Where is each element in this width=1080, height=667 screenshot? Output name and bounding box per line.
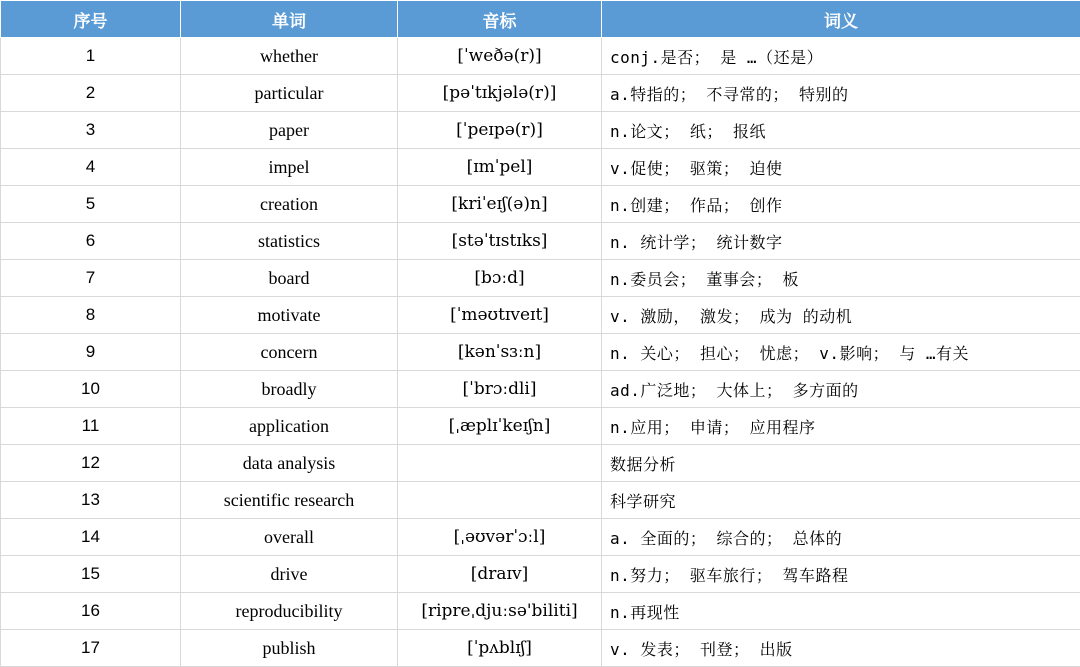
table-row [1, 371, 1080, 408]
row-phonetic: [ˈpeɪpə(r)] [398, 112, 602, 149]
row-index: 2 [1, 75, 181, 112]
row-word: paper [181, 112, 398, 149]
row-word: reproducibility [181, 593, 398, 630]
table-row [1, 112, 1080, 149]
row-meaning: v.促使； 驱策； 迫使 [602, 149, 1080, 186]
row-phonetic: [kənˈsɜːn] [398, 334, 602, 371]
row-meaning: n.论文； 纸； 报纸 [602, 112, 1080, 149]
row-meaning: n.再现性 [602, 593, 1080, 630]
row-index: 1 [1, 38, 181, 75]
row-index: 16 [1, 593, 181, 630]
row-index: 4 [1, 149, 181, 186]
row-word: statistics [181, 223, 398, 260]
row-word: publish [181, 630, 398, 667]
row-index: 14 [1, 519, 181, 556]
table-row [1, 38, 1080, 75]
row-word: whether [181, 38, 398, 75]
table-row [1, 408, 1080, 445]
row-phonetic: [ˌəʊvərˈɔːl] [398, 519, 602, 556]
row-index: 10 [1, 371, 181, 408]
row-phonetic: [pəˈtɪkjələ(r)] [398, 75, 602, 112]
table-row [1, 223, 1080, 260]
row-phonetic: [ˌæplɪˈkeɪʃn] [398, 408, 602, 445]
table-row [1, 334, 1080, 371]
row-phonetic: [ɪmˈpel] [398, 149, 602, 186]
row-index: 3 [1, 112, 181, 149]
row-index: 17 [1, 630, 181, 667]
header-row [1, 1, 1080, 38]
row-word: scientific research [181, 482, 398, 519]
row-index: 5 [1, 186, 181, 223]
row-phonetic: [ripreˌdjuːsə'biliti] [398, 593, 602, 630]
table-row [1, 75, 1080, 112]
row-word: data analysis [181, 445, 398, 482]
row-word: concern [181, 334, 398, 371]
row-meaning: n. 关心； 担心； 忧虑； v.影响； 与 …有关 [602, 334, 1080, 371]
row-index: 6 [1, 223, 181, 260]
row-phonetic: [stəˈtɪstɪks] [398, 223, 602, 260]
row-meaning: ad.广泛地； 大体上； 多方面的 [602, 371, 1080, 408]
row-meaning: 科学研究 [602, 482, 1080, 519]
table-row [1, 630, 1080, 667]
table-row [1, 149, 1080, 186]
row-index: 12 [1, 445, 181, 482]
row-index: 9 [1, 334, 181, 371]
row-word: application [181, 408, 398, 445]
row-meaning: a.特指的； 不寻常的； 特别的 [602, 75, 1080, 112]
row-index: 8 [1, 297, 181, 334]
row-meaning: n. 统计学； 统计数字 [602, 223, 1080, 260]
table-row [1, 593, 1080, 630]
table-row [1, 556, 1080, 593]
header-word: 单词 [181, 1, 398, 38]
table-row [1, 186, 1080, 223]
table-row [1, 445, 1080, 482]
row-phonetic: [ˈweðə(r)] [398, 38, 602, 75]
row-phonetic [398, 445, 602, 482]
table-row [1, 260, 1080, 297]
row-meaning: conj.是否； 是 …（还是） [602, 38, 1080, 75]
row-word: broadly [181, 371, 398, 408]
row-meaning: a. 全面的； 综合的； 总体的 [602, 519, 1080, 556]
row-word: impel [181, 149, 398, 186]
row-word: particular [181, 75, 398, 112]
row-meaning: n.努力； 驱车旅行； 驾车路程 [602, 556, 1080, 593]
row-meaning: n.创建； 作品； 创作 [602, 186, 1080, 223]
header-index: 序号 [1, 1, 181, 38]
table-row [1, 482, 1080, 519]
row-phonetic: [ˈpʌblɪʃ] [398, 630, 602, 667]
row-phonetic: [draɪv] [398, 556, 602, 593]
row-phonetic [398, 482, 602, 519]
row-word: motivate [181, 297, 398, 334]
row-meaning: n.应用； 申请； 应用程序 [602, 408, 1080, 445]
row-word: creation [181, 186, 398, 223]
table-row [1, 297, 1080, 334]
row-phonetic: [bɔːd] [398, 260, 602, 297]
header-meaning: 词义 [602, 1, 1080, 38]
row-meaning: v. 激励， 激发； 成为 的动机 [602, 297, 1080, 334]
row-phonetic: [kriˈeɪʃ(ə)n] [398, 186, 602, 223]
row-index: 15 [1, 556, 181, 593]
row-index: 7 [1, 260, 181, 297]
row-index: 13 [1, 482, 181, 519]
row-phonetic: [ˈbrɔːdli] [398, 371, 602, 408]
table-row [1, 519, 1080, 556]
row-word: board [181, 260, 398, 297]
row-phonetic: [ˈməʊtɪveɪt] [398, 297, 602, 334]
row-meaning: n.委员会； 董事会； 板 [602, 260, 1080, 297]
header-phonetic: 音标 [398, 1, 602, 38]
row-meaning: v. 发表； 刊登； 出版 [602, 630, 1080, 667]
row-index: 11 [1, 408, 181, 445]
row-meaning: 数据分析 [602, 445, 1080, 482]
row-word: overall [181, 519, 398, 556]
row-word: drive [181, 556, 398, 593]
